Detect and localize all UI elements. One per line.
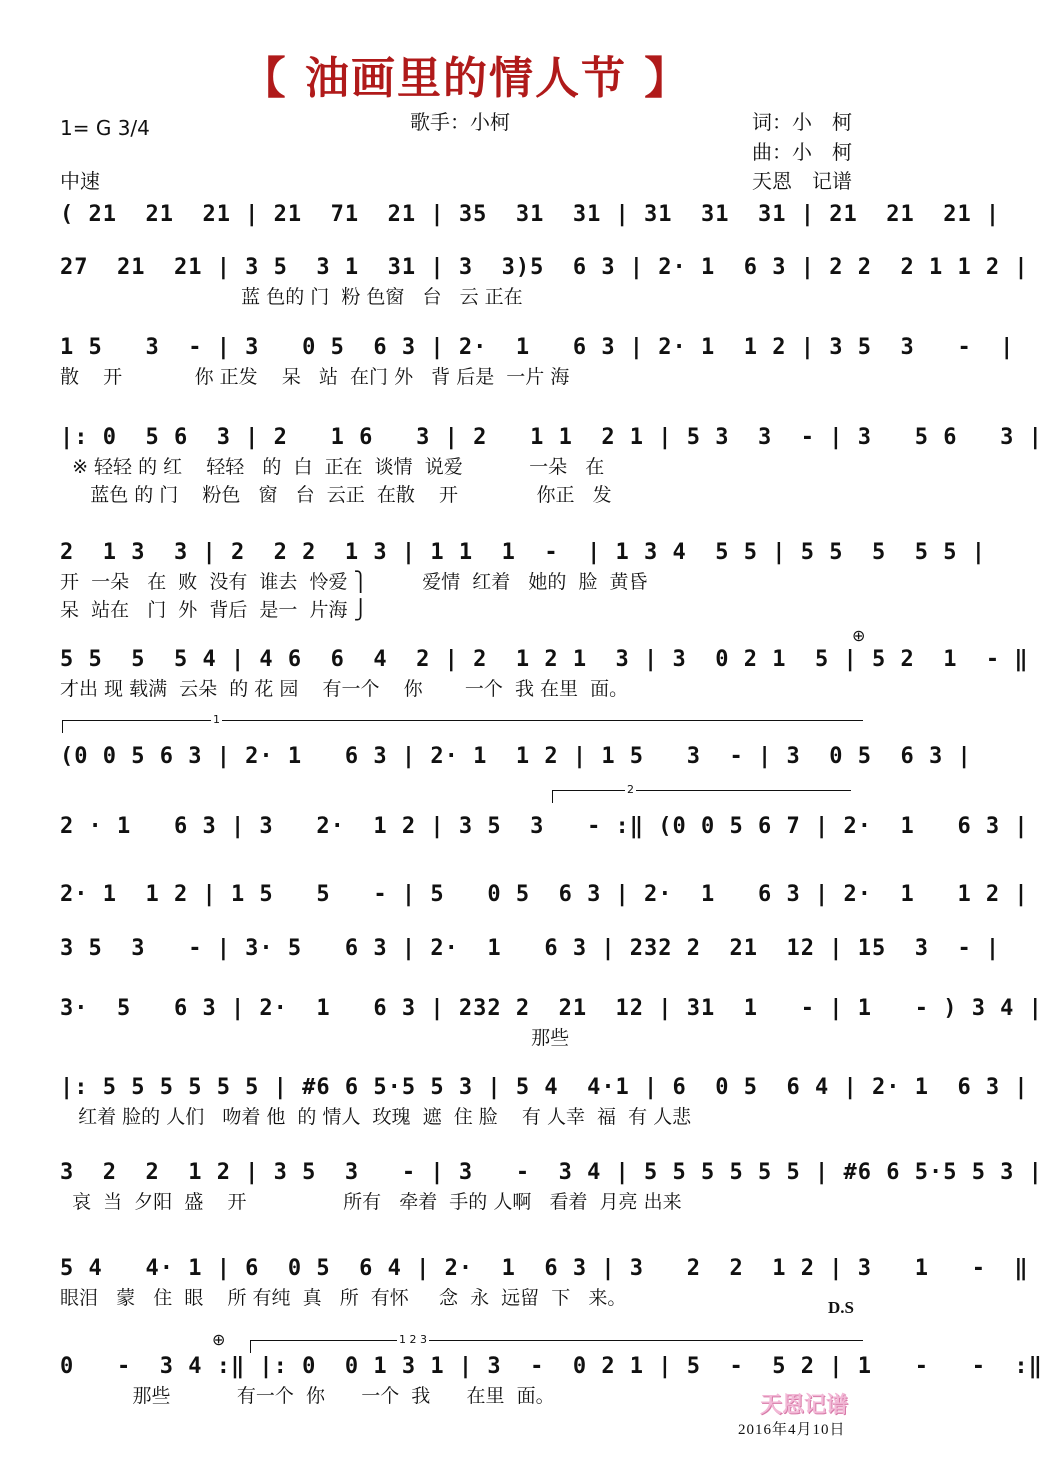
song-title: 【 油画里的情人节 】 xyxy=(241,53,691,104)
staff-system xyxy=(60,538,986,624)
lyric-line: 红着 脸的 人们 吻着 他 的 情人 玫瑰 遮 住 脸 有 人幸 福 有 人悲 xyxy=(60,1106,692,1128)
transcriber-credit: 天恩 记谱 xyxy=(752,169,852,193)
staff-system xyxy=(60,934,1001,964)
lyric-line: 散 开 你 正发 呆 站 在门 外 背 后是 一片 海 xyxy=(60,366,570,388)
lyric-line: 那些 有一个 你 一个 我 在里 面。 xyxy=(60,1385,555,1407)
notation-line: 2 · 1 6 3 | 3 2· 1 2 | 3 5 3 - :‖ (0 0 5 6 7 | 2· 1 6 3 | xyxy=(60,814,1029,839)
singer-credit: 歌手：小柯 xyxy=(410,110,510,134)
volta-label: 1 xyxy=(213,713,220,726)
lyric-line: 才出 现 载满 云朵 的 花 园 有一个 你 一个 我 在里 面。 xyxy=(60,678,629,700)
lyric-line: 蓝 色的 门 粉 色窗 台 云 正在 xyxy=(60,286,523,308)
lyric-line: 那些 xyxy=(60,1027,570,1049)
notation-line: |: 0 5 6 3 | 2 1 6 3 | 2 1 1 2 1 | 5 3 3 - | 3 5 6 3 | xyxy=(60,425,1043,450)
notation-line: 5 5 5 5 4 | 4 6 6 4 2 | 2 1 2 1 3 | 3 0 2 1 5 | 5 2 1 - ‖ xyxy=(60,647,1029,672)
key-signature: 1= G 3/4 xyxy=(60,116,150,140)
staff-system xyxy=(60,253,1029,311)
staff-system xyxy=(60,994,1043,1052)
lyric-line: ※ 轻轻 的 红 轻轻 的 白 正在 谈情 说爱 一朵 在 xyxy=(60,456,605,478)
lyric-line: 蓝色 的 门 粉色 窗 台 云正 在散 开 你正 发 xyxy=(60,484,612,506)
staff-system xyxy=(60,880,1029,910)
staff-system xyxy=(60,812,1029,842)
composer-credit: 曲：小 柯 xyxy=(752,140,852,164)
staff-system xyxy=(60,1352,1043,1410)
volta-bracket xyxy=(62,713,863,733)
volta-label: 2 xyxy=(627,783,634,796)
notation-line: 27 21 21 | 3 5 3 1 31 | 3 3)5 6 3 | 2· 1 6 3 | 2 2 2 1 1 2 | xyxy=(60,255,1029,280)
notation-line: 3· 5 6 3 | 2· 1 6 3 | 232 2 21 12 | 31 1 - | 1 - ) 3 4 | xyxy=(60,996,1043,1021)
ds-marking: D.S xyxy=(828,1298,854,1317)
tempo-marking: 中速 xyxy=(60,169,100,193)
lyric-line: 开 一朵 在 败 没有 谁去 怜爱 ⎫ 爱情 红着 她的 脸 黄昏 xyxy=(60,571,648,593)
notation-line: 1 5 3 - | 3 0 5 6 3 | 2· 1 6 3 | 2· 1 1 2 | 3 5 3 - | xyxy=(60,335,1015,360)
coda-symbol: ⊕ xyxy=(852,626,866,645)
lyricist-credit: 词：小 柯 xyxy=(752,110,852,134)
volta-label: 1 2 3 xyxy=(399,1333,427,1346)
staff-system xyxy=(60,742,972,772)
notation-line: 5 4 4· 1 | 6 0 5 6 4 | 2· 1 6 3 | 3 2 2 1 2 | 3 1 - ‖ xyxy=(60,1256,1029,1281)
lyric-line: 呆 站在 门 外 背后 是一 片海 ⎭ xyxy=(60,599,368,621)
lyric-line: 眼泪 蒙 住 眼 所 有纯 真 所 有怀 念 永 远留 下 来。 xyxy=(60,1287,627,1309)
notation-line: 2· 1 1 2 | 1 5 5 - | 5 0 5 6 3 | 2· 1 6 3 | 2· 1 1 2 | xyxy=(60,882,1029,907)
staff-system xyxy=(60,645,1029,703)
notation-line: 2 1 3 3 | 2 2 2 1 3 | 1 1 1 - | 1 3 4 5 5 | 5 5 5 5 5 | xyxy=(60,540,986,565)
lyric-line: 哀 当 夕阳 盛 开 所有 牵着 手的 人啊 看着 月亮 出来 xyxy=(60,1191,682,1213)
volta-bracket xyxy=(552,783,851,803)
staff-system xyxy=(60,333,1015,391)
staff-system xyxy=(60,1073,1029,1131)
notation-line: |: 5 5 5 5 5 5 | #6 6 5·5 5 3 | 5 4 4·1 | 6 0 5 6 4 | 2· 1 6 3 | xyxy=(60,1075,1029,1100)
staff-system xyxy=(60,200,1001,230)
staff-system xyxy=(60,423,1043,509)
staff-system xyxy=(60,1158,1043,1216)
notation-line: 0 - 3 4 :‖ |: 0 0 1 3 1 | 3 - 0 2 1 | 5 - 5 2 | 1 - - :‖ xyxy=(60,1354,1043,1379)
notation-line: 3 2 2 1 2 | 3 5 3 - | 3 - 3 4 | 5 5 5 5 5 5 | #6 6 5·5 5 3 | xyxy=(60,1160,1043,1185)
notation-line: 3 5 3 - | 3· 5 6 3 | 2· 1 6 3 | 232 2 21 12 | 15 3 - | xyxy=(60,936,1001,961)
coda-symbol: ⊕ xyxy=(212,1330,226,1349)
notation-line: ( 21 21 21 | 21 71 21 | 35 31 31 | 31 31 31 | 21 21 21 | xyxy=(60,202,1001,227)
notation-line: (0 0 5 6 3 | 2· 1 6 3 | 2· 1 1 2 | 1 5 3 - | 3 0 5 6 3 | xyxy=(60,744,972,769)
staff-system xyxy=(60,1254,1029,1312)
transcription-date: 2016年4月10日 xyxy=(738,1422,846,1438)
watermark-logo: 天恩记谱 xyxy=(760,1393,849,1418)
